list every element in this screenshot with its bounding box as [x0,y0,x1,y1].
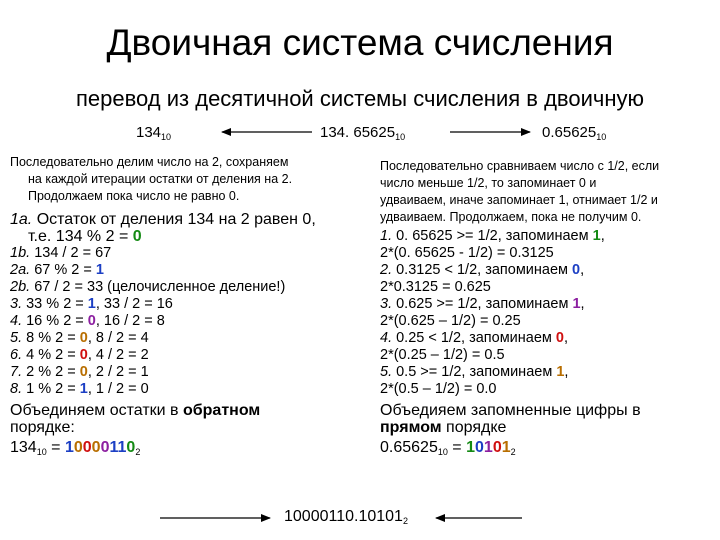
intro-line: число меньше 1/2, то запоминает 0 и [380,176,597,190]
result-bit: 1 [466,439,475,456]
division-step: 6. 4 % 2 = 0, 4 / 2 = 2 [10,347,149,363]
result-bit: 1 [117,439,127,456]
result-bit: 1 [483,439,493,456]
comparison-step: 5. 0.5 >= 1/2, запоминаем 1, [380,364,569,380]
division-step: 8. 1 % 2 = 1, 1 / 2 = 0 [10,381,149,397]
result-bit: 0 [73,439,83,456]
result-bit: 0 [100,439,110,456]
intro-line: Продолжаем пока число не равно 0. [28,189,240,203]
result-bit: 1 [64,439,74,456]
intro-line: на каждой итерации остатки от деления на 2. [28,172,293,186]
division-step: 3. 33 % 2 = 1, 33 / 2 = 16 [10,296,173,312]
doubling-step: 2*(0. 65625 - 1/2) = 0.3125 [380,245,554,261]
result-bit: 0 [475,439,484,456]
result-bit: 0 [91,439,101,456]
integer-part-column [10,154,360,461]
intro-line: Последовательно делим число на 2, сохраняем [10,155,289,169]
integer-result: $134_{10} = 10000110_2$ [10,439,141,457]
result-bit: 1 [501,439,511,456]
fraction-part-column [380,158,715,461]
fraction-conclusion-line2: прямом порядке [380,419,507,436]
division-step: 4. 16 % 2 = 0, 16 / 2 = 8 [10,313,165,329]
result-bit: 0 [126,439,136,456]
comparison-step: 4. 0.25 < 1/2, запоминаем 0, [380,330,569,346]
step-1a-detail: т.е. 134 % 2 = 0 [28,228,142,245]
step-1a: 1a. Остаток от деления 134 на 2 равен 0, [10,211,316,228]
result-bit: 0 [82,439,92,456]
slide-title: Двоичная система счисления [106,22,614,63]
division-step: 2b. 67 / 2 = 33 (целочисленное деление!) [10,279,286,295]
doubling-step: 2*(0.625 – 1/2) = 0.25 [380,313,521,329]
final-result: $10000110.10101_2$ [284,508,408,526]
intro-line: Последовательно сравниваем число с 1/2, если [380,159,660,173]
comparison-step: 2. 0.3125 < 1/2, запоминаем 0, [380,262,585,278]
intro-line: удваиваем. Продолжаем, пока не получим 0. [380,210,642,224]
slide-subtitle: перевод из десятичной системы счисления в двоичную [75,86,644,111]
doubling-step: 2*(0.5 – 1/2) = 0.0 [380,381,497,397]
result-bit: 0 [492,439,502,456]
comparison-step: 3. 0.625 >= 1/2, запоминаем 1, [380,296,585,312]
division-step: 2a. 67 % 2 = 1 [10,262,104,278]
fraction-result: $0.65625_{10} = 10101_2$ [380,439,516,457]
intro-line: удваиваем, иначе запоминает 1, отнимает 1/2 и [380,193,658,207]
result-bit: 1 [109,439,118,456]
division-step: 1b. 134 / 2 = 67 [10,245,112,261]
integer-conclusion: Объединяем остатки в обратном [10,402,261,419]
doubling-step: 2*(0.25 – 1/2) = 0.5 [380,347,505,363]
header-decimal-integer: $134_{10}$ [136,124,172,142]
fraction-conclusion: Объедияем запомненные цифры в [380,402,641,419]
header-decimal-full: 134. $65625_{10}$ [320,124,406,142]
header-decimal-fraction: $0.65625_{10}$ [542,124,607,142]
integer-conclusion-line2: порядке: [10,419,75,436]
division-step: 7. 2 % 2 = 0, 2 / 2 = 1 [10,364,149,380]
comparison-step: 1. 0. 65625 >= 1/2, запоминаем 1, [380,228,605,244]
division-step: 5. 8 % 2 = 0, 8 / 2 = 4 [10,330,149,346]
doubling-step: 2*0.3125 = 0.625 [380,279,491,295]
